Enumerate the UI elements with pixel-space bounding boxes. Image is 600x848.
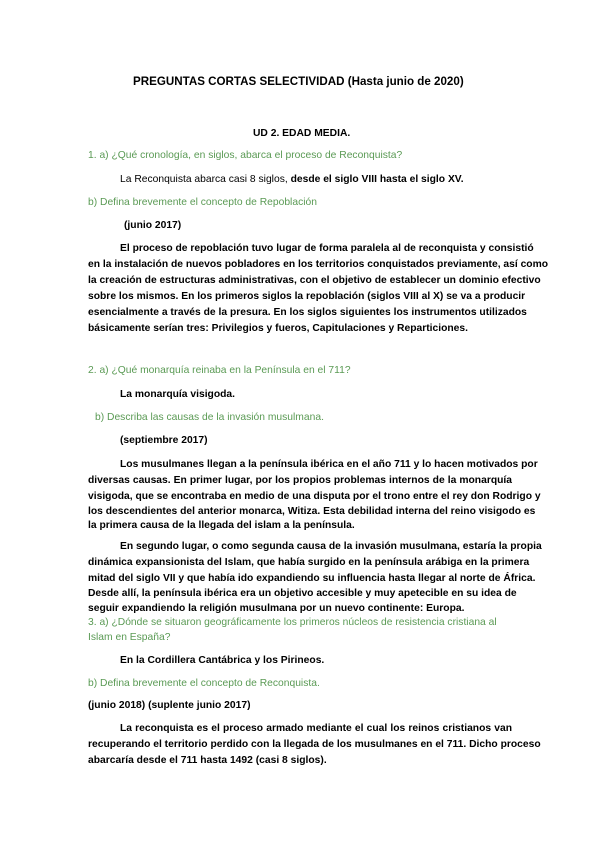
- paragraph-line: esencialmente a través de la presura. En los siglos siguientes los instrumentos utilizados: [88, 307, 527, 318]
- question-3b: b) Defina brevemente el concepto de Reconquista.: [88, 678, 320, 689]
- answer-1a: [120, 173, 464, 186]
- question-3a-line1: 3. a) ¿Dónde se situaron geográficamente los primeros núcleos de resistencia cristiana al: [88, 617, 497, 628]
- paragraph-line: dinámica expansionista del Islam, que había surgido en la península arábiga en la primera: [88, 557, 530, 568]
- paragraph-line: sobre los mismos. En los primeros siglos la repoblación (siglos VIII al X) se va a producir: [88, 291, 526, 302]
- date-3b: (junio 2018) (suplente junio 2017): [88, 700, 251, 711]
- paragraph-line: En segundo lugar, o como segunda causa de la invasión musulmana, estaría la propia: [120, 541, 542, 552]
- paragraph-line: Los musulmanes llegan a la península ibérica en el año 711 y lo hacen motivados por: [120, 459, 538, 470]
- paragraph-line: la creación de estructuras administrativas, con el objetivo de establecer un dominio efectivo: [88, 275, 541, 286]
- answer-1a-bold: desde el siglo VIII hasta el siglo XV.: [290, 174, 464, 185]
- document-title: PREGUNTAS CORTAS SELECTIVIDAD (Hasta junio de 2020): [133, 75, 464, 88]
- answer-1a-plain: La Reconquista abarca casi 8 siglos,: [120, 174, 291, 185]
- question-1a: 1. a) ¿Qué cronología, en siglos, abarca el proceso de Reconquista?: [88, 150, 403, 161]
- question-2a: 2. a) ¿Qué monarquía reinaba en la Península en el 711?: [88, 365, 351, 376]
- paragraph-line: abarcaría desde el 711 hasta 1492 (casi 8 siglos).: [88, 755, 327, 766]
- unit-heading: UD 2. EDAD MEDIA.: [253, 128, 351, 139]
- paragraph-line: los descendientes del anterior monarca, Witiza. Esta debilidad interna del reino visigodo es: [88, 506, 536, 517]
- paragraph-line: visigoda, que se encontraba en medio de una disputa por el trono entre el rey don Rodrigo y: [88, 491, 541, 502]
- paragraph-line: recuperando el territorio perdido con la llegada de los musulmanes en el 711. Dicho proceso: [88, 739, 541, 750]
- answer-3a: En la Cordillera Cantábrica y los Pirineos.: [120, 655, 325, 666]
- paragraph-line: La reconquista es el proceso armado mediante el cual los reinos cristianos van: [120, 723, 512, 734]
- paragraph-line: El proceso de repoblación tuvo lugar de forma paralela al de reconquista y consistió: [120, 243, 534, 254]
- question-1b: b) Defina brevemente el concepto de Repoblación: [88, 197, 317, 208]
- date-2b: (septiembre 2017): [120, 435, 208, 446]
- paragraph-line: básicamente serían tres: Privilegios y fueros, Capitulaciones y Reparticiones.: [88, 323, 468, 334]
- date-1b: (junio 2017): [124, 220, 182, 231]
- paragraph-line: seguir expandiendo la religión musulmana por un nuevo continente: Europa.: [88, 603, 465, 614]
- answer-2a: La monarquía visigoda.: [120, 389, 236, 400]
- question-3a-line2: Islam en España?: [88, 632, 171, 643]
- paragraph-line: la primera causa de la llegada del islam a la península.: [88, 520, 355, 531]
- question-2b: b) Describa las causas de la invasión musulmana.: [95, 412, 324, 423]
- paragraph-line: mitad del siglo VII y que había ido expandiendo su influencia hasta llegar al norte de África.: [88, 573, 536, 584]
- paragraph-line: Desde allí, la península ibérica era un objetivo accesible y muy apetecible en su idea de: [88, 588, 517, 599]
- paragraph-line: diversas causas. En primer lugar, por los propios problemas internos de la monarquía: [88, 475, 512, 486]
- paragraph-line: en la instalación de nuevos pobladores en los territorios conquistados previamente, así como: [88, 259, 549, 270]
